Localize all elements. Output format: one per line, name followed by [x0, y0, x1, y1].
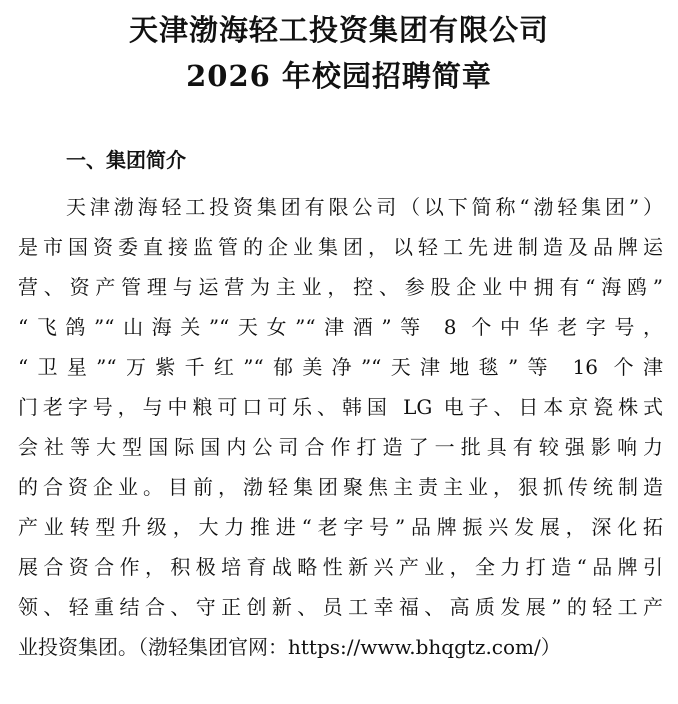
- paragraph-line: “飞鸽”“山海关”“天女”“津酒”等 8 个中华老字号，: [18, 315, 663, 339]
- paragraph-line: “卫星”“万紫千红”“郁美净”“天津地毯”等 16 个津: [18, 355, 663, 379]
- paragraph-line: 业投资集团。（渤轻集团官网：https://www.bhqgtz.com/）: [18, 635, 561, 659]
- paragraph-line: 展合资合作，积极培育战略性新兴产业，全力打造“品牌引: [18, 555, 663, 579]
- paragraph-line: 领、轻重结合、守正创新、员工幸福、高质发展”的轻工产: [18, 595, 663, 619]
- section-heading: 一、集团简介: [66, 148, 186, 172]
- document-title: 天津渤海轻工投资集团有限公司: [128, 13, 549, 47]
- paragraph-line: 产业转型升级，大力推进“老字号”品牌振兴发展，深化拓: [18, 515, 663, 539]
- paragraph-line: 门老字号，与中粮可口可乐、韩国 LG 电子、日本京瓷株式: [18, 395, 663, 419]
- paragraph-line: 营、资产管理与运营为主业，控、参股企业中拥有“海鸥”: [18, 275, 663, 299]
- paragraph-line: 的合资企业。目前，渤轻集团聚焦主责主业，狠抓传统制造: [18, 475, 663, 499]
- paragraph-line: 是市国资委直接监管的企业集团，以轻工先进制造及品牌运: [18, 235, 663, 259]
- paragraph-line: 天津渤海轻工投资集团有限公司（以下简称“渤轻集团”）: [66, 195, 663, 219]
- paragraph-line: 会社等大型国际国内公司合作打造了一批具有较强影响力: [18, 435, 663, 459]
- document-subtitle: 2026 年校园招聘简章: [186, 59, 492, 93]
